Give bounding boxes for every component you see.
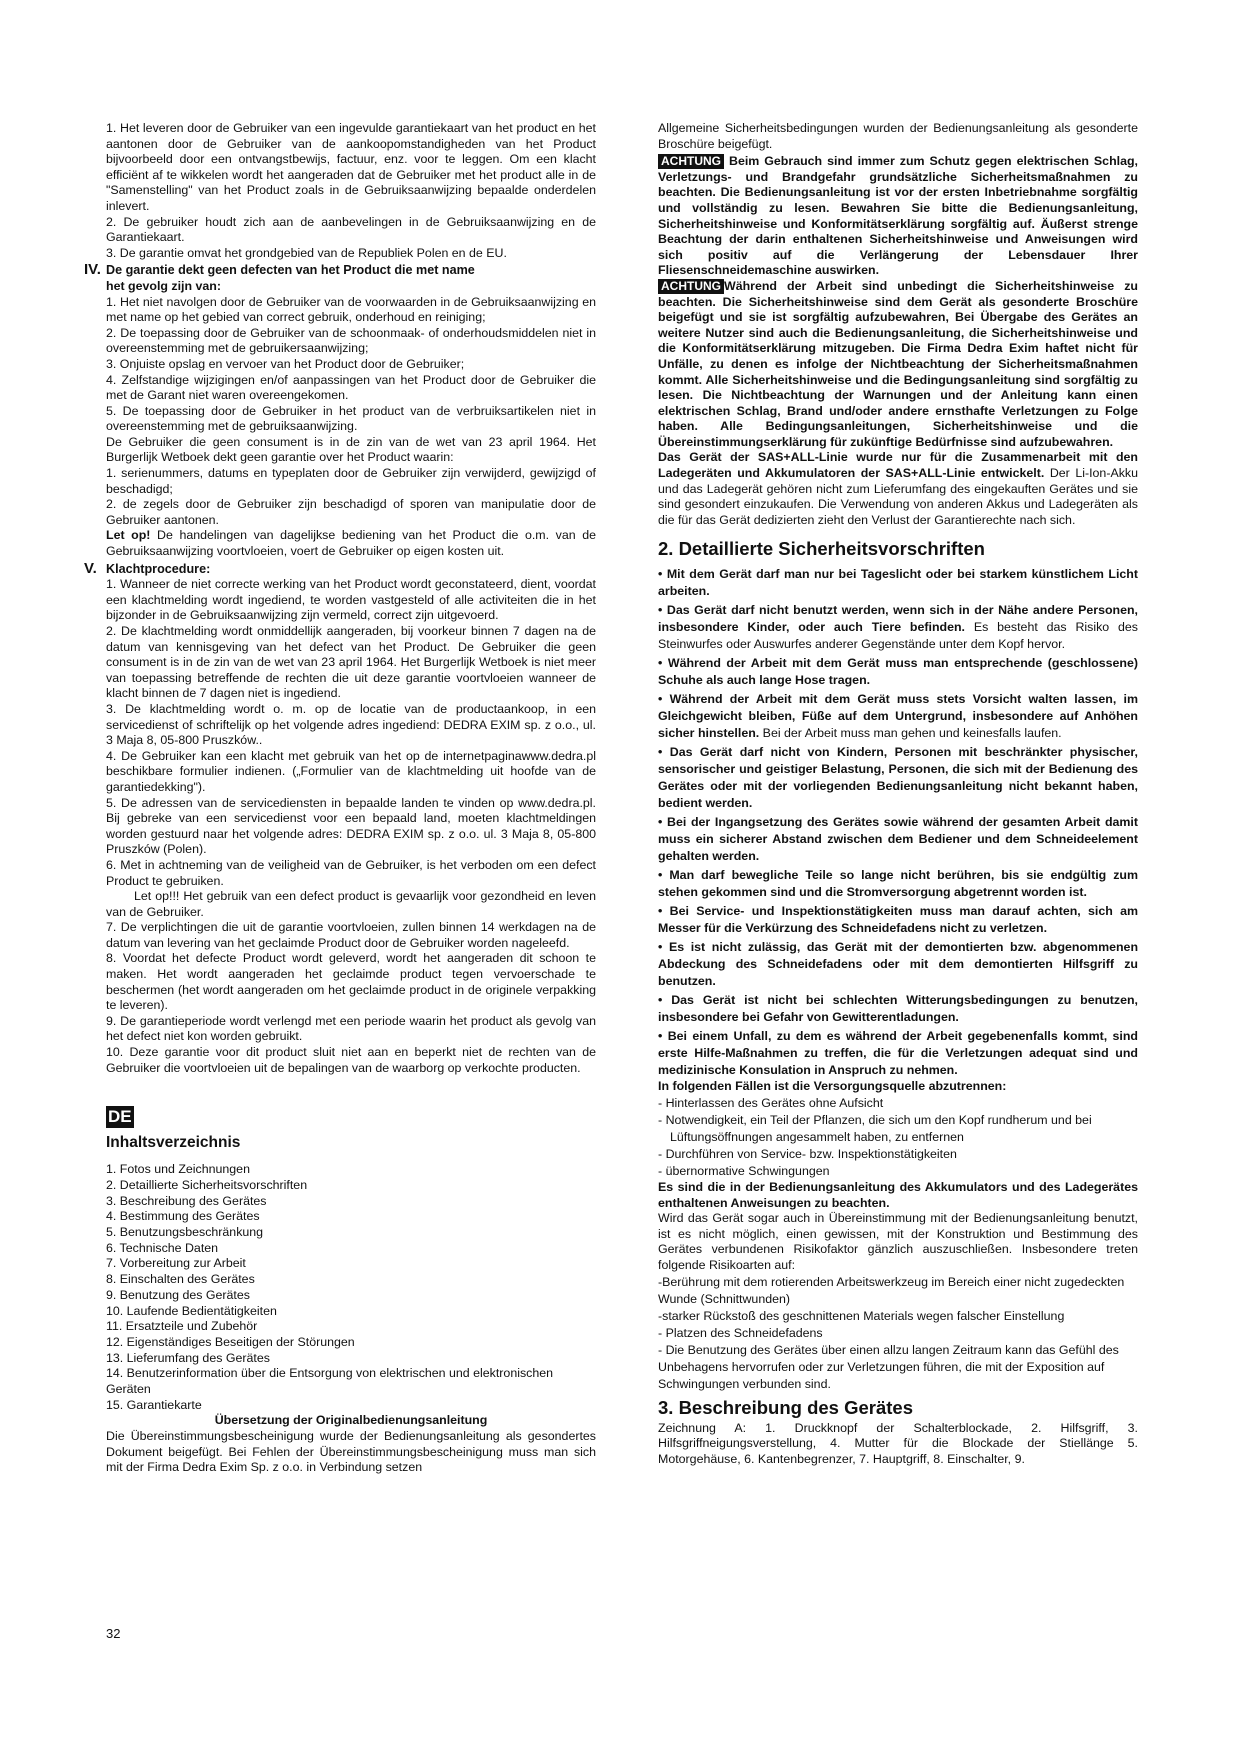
exclusion-item: 4. Zelfstandige wijzigingen en/of aanpassingen van het Product door de Gebruiker die met de Garant niet waren overeengekomen. <box>106 372 596 403</box>
toc-item: 6. Technische Daten <box>106 1240 219 1255</box>
disconnect-item: - Notwendigkeit, ein Teil der Pflanzen, die sich um den Kopf rundherum und bei Lüftungsöffnungen angesammelt haben, zu entfernen <box>658 1113 1092 1145</box>
warranty-item: 3. De garantie omvat het grondgebied van de Republiek Polen en de EU. <box>106 245 507 260</box>
warranty-item: 1. Het leveren door de Gebruiker van een ingevulde garantiekaart van het product en het aantonen door de Gebruiker van de aankoopomstandigheden van het Product bijvoorbeeld door een ontvangstbewijs, factuur, enz. voor te leggen. Om een klacht efficiënt af te wikkelen wordt het aangeraden dat de Gebruiker met het product alle in de "Samenstelling" van het Product zoals in de Gebruiksaanwijzing bepaalde onderdelen inlevert. <box>106 121 596 213</box>
toc-item: 2. Detaillierte Sicherheitsvorschriften <box>106 1177 308 1192</box>
complaint-item: 3. De klachtmelding wordt o. m. op de locatie van de productaankoop, in een servicedienst of schriftelijk op het volgende adres ingediend: DEDRA EXIM sp. z o.o., ul. 3 Maja 8, 05-800 Pruszków.. <box>106 701 596 748</box>
complaint-item: 2. De klachtmelding wordt onmiddellijk aangeraden, bij voorkeur binnen 7 dagen na de datum van kennisgeving van het defect van het Product. De Gebruiker die geen consument is in de zin van de wet van 23 april 1964. Het Burgerlijk Wetboek is niet meer van toepassing betreffende de rechten die uit deze garantie voortvloeien wanneer de klacht binnen de 7 dagen niet is ingediend. <box>106 624 596 701</box>
section-iv-title-line1: De garantie dekt geen defecten van het Product die met name <box>106 263 475 278</box>
language-badge-de: DE <box>108 1107 132 1127</box>
risk-text: Wird das Gerät sogar auch in Übereinstimmung mit der Bedienungsanleitung benutzt, ist es nicht möglich, einen gewissen, mit der Konstruktion und Bestimmung des Gerätes verbundenen Risikofaktor gänzlich auszuschließen. Insbesondere treten folgende Risikoarten auf: <box>658 1211 1138 1272</box>
section-iv-title-line2: het gevolg zijn van: <box>106 278 221 293</box>
toc-item: 1. Fotos und Zeichnungen <box>106 1162 250 1177</box>
section-heading-description: 3. Beschreibung des Gerätes <box>658 1396 913 1418</box>
complaint-item: 7. De verplichtingen die uit de garantie voortvloeien, zullen binnen 14 werkdagen na de datum van levering van het geclaimde Product door de Gebruiker worden nageleefd. <box>106 920 596 950</box>
left-column <box>84 121 597 1476</box>
table-of-contents <box>106 1162 596 1413</box>
toc-item: 13. Lieferumfang des Gerätes <box>106 1350 270 1365</box>
section-v-heading <box>84 561 596 578</box>
complaint-warning: Let op!!! Het gebruik van een defect product is gevaarlijk voor gezondheid en leven van de Gebruiker. <box>106 889 596 919</box>
sas-paragraph <box>658 450 1138 528</box>
complaint-item: 9. De garantieperiode wordt verlengd met een periode waarin het product als gevolg van het defect niet kon worden gebruikt. <box>106 1013 596 1044</box>
disconnect-title: In folgenden Fällen ist die Versorgungsquelle abzutrennen: <box>658 1079 1007 1094</box>
accu-note: Es sind die in der Bedienungsanleitung des Akkumulators und des Ladegerätes enthaltenen Anweisungen zu beachten. <box>658 1180 1138 1210</box>
exclusion-item: 1. Het niet navolgen door de Gebruiker van de voorwaarden in de Gebruiksaanwijzing en met name op het gebied van correct gebruik, onderhoud en reiniging; <box>106 294 596 325</box>
description-text: Zeichnung A: 1. Druckknopf der Schalterblockade, 2. Hilfsgriff, 3. Hilfsgriffneigungsverstellung, 4. Mutter für die Blockade der Stiellänge 5. Motorgehäuse, 6. Kantenbegrenzer, 7. Hauptgriff, 8. Einschalter, 9. <box>658 1420 1138 1466</box>
safety-bullet: • Während der Arbeit mit dem Gerät muss stets Vorsicht walten lassen, im Gleichgewicht bleiben, Füße auf dem Untergrund, insbesondere auf Anhöhen sicher hinstellen. Bei der Arbeit muss man gehen und keinesfalls laufen. <box>658 692 1138 741</box>
toc-item: 14. Benutzerinformation über die Entsorgung von elektrischen und elektronischen Geräten <box>106 1366 554 1397</box>
toc-item: 10. Laufende Bedientätigkeiten <box>106 1303 277 1318</box>
translation-title: Übersetzung der Originalbedienungsanleitung <box>214 1413 488 1428</box>
safety-bullet: • Bei einem Unfall, zu dem es während der Arbeit gegebenenfalls kommt, sind erste Hilfe-Maßnahmen zu treffen, die für die Verletzungen adequat sind und medizinische Konsulation in Anspruch zu nehmen. <box>658 1029 1138 1078</box>
warranty-item: 2. De gebruiker houdt zich aan de aanbevelingen in de Gebruiksaanwijzing en de Garantiekaart. <box>106 214 596 245</box>
sas-text: Der Li-Ion-Akku und das Ladegerät gehören nicht zum Lieferumfang des eingekauften Gerätes und sie sind gesondert einzukaufen. Die Verwendung von anderen Akkus und Ladegeräten als die für das Gerät dedizierten zieht den Verlust der Garantierechte nach sich. <box>658 466 1138 527</box>
section-heading-safety: 2. Detaillierte Sicherheitsvorschriften <box>658 538 985 560</box>
intro-text: Allgemeine Sicherheitsbedingungen wurden der Bedienungsanleitung als gesonderte Broschüre beigefügt. <box>658 121 1138 151</box>
achtung-paragraph-2 <box>658 279 1138 451</box>
toc-item: 7. Vorbereitung zur Arbeit <box>106 1256 246 1271</box>
complaint-item: 6. Met in achtneming van de veiligheid van de Gebruiker, is het verboden om een defect Product te gebruiken. <box>106 857 596 888</box>
section-iv-number: IV. <box>84 261 101 279</box>
safety-bullet: • Mit dem Gerät darf man nur bei Tageslicht oder bei starkem künstlichem Licht arbeiten. <box>658 567 1138 599</box>
section-v-title: Klachtprocedure: <box>106 561 211 576</box>
right-column <box>658 121 1138 1467</box>
achtung-text-1: Beim Gebrauch sind immer zum Schutz gegen elektrischen Schlag, Verletzungs- und Brandgefahr grundsätzliche Sicherheitsmaßnahmen zu beachten. Die Bedienungsanleitung ist vor der ersten Inbetriebnahme sorgfältig und vollständig zu lesen. Bewahren Sie bitte die Bedienungsanleitung, Sicherheitshinweise und Konformitätserklärung sorgfältig auf. Äußerst strenge Beachtung der darin enthaltenen Sicherheitshinweise und Anweisungen wird sich positiv auf die Verlängerung der Lebensdauer Ihrer Fliesenschneidemaschine auswirken. <box>658 154 1138 278</box>
toc-item: 12. Eigenständiges Beseitigen der Störungen <box>106 1334 355 1349</box>
exclusion-item: 3. Onjuiste opslag en vervoer van het Product door de Gebruiker; <box>106 356 465 371</box>
toc-item: 3. Beschreibung des Gerätes <box>106 1193 267 1208</box>
safety-bullet: • Während der Arbeit mit dem Gerät muss man entsprechende (geschlossene) Schuhe als auch lange Hose tragen. <box>658 656 1139 688</box>
safety-bullet: • Bei der Ingangsetzung des Gerätes sowie während der gesamten Arbeit damit muss ein sicherer Abstand zwischen dem Bediener und dem Schneideelement gehalten werden. <box>658 815 1138 864</box>
risk-item: -starker Rückstoß des geschnittenen Materials wegen falscher Einstellung <box>658 1308 1065 1323</box>
disconnect-item: - Durchführen von Service- bzw. Inspektionstätigkeiten <box>658 1147 957 1162</box>
risk-item: -Berührung mit dem rotierenden Arbeitswerkzeug im Bereich einer nicht zugedeckten Wunde (Schnittwunden) <box>658 1274 1125 1306</box>
safety-bullet: • Es ist nicht zulässig, das Gerät mit der demontierten bzw. abgenommenen Abdeckung des Schneidefadens oder mit dem demontierten Hilfsgriff zu benutzen. <box>658 940 1139 989</box>
toc-title: Inhaltsverzeichnis <box>106 1134 241 1152</box>
safety-bullet: • Bei Service- und Inspektionstätigkeiten muss man darauf achten, sich am Messer für die Verkürzung des Schneidefadens nicht zu verletzen. <box>658 904 1138 936</box>
safety-bullet: • Das Gerät darf nicht benutzt werden, wenn sich in der Nähe andere Personen, insbesondere Kinder, oder auch Tiere befinden. Es besteht das Risiko des Steinwurfes oder Auswurfes anderer Gegenstände unter dem Kopf hervor. <box>658 603 1139 652</box>
risk-item: - Platzen des Schneidefadens <box>658 1325 823 1340</box>
translation-text: Die Übereinstimmungsbescheinigung wurde der Bedienungsanleitung als gesondertes Dokument beigefügt. Bei Fehlen der Übereinstimmungsbescheinigung muss man sich mit der Firma Dedra Exim Sp. z o.o. in Verbindung setzen <box>106 1429 596 1475</box>
complaint-item: 1. Wanneer de niet correcte werking van het Product wordt geconstateerd, dient, voordat een klachtmelding wordt ingediend, te worden vastgesteld of alle activiteiten die in het bijzonder in de Gebruiksaanwijzing zijn vermeld, correct zijn uitgevoerd. <box>106 577 596 623</box>
section-v-number: V. <box>84 559 97 577</box>
exclusion-item: 2. De toepassing door de Gebruiker van de schoonmaak- of onderhoudsmiddelen niet in overeenstemming met de gebruikersaanwijzing; <box>106 325 596 356</box>
sas-bold: Das Gerät der SAS+ALL-Linie wurde nur für die Zusammenarbeit mit den Ladegeräten und Akkumulatoren der SAS+ALL-Linie entwickelt. <box>658 450 1138 481</box>
let-op-text: De handelingen van dagelijkse bediening van het Product die o.m. van de Gebruiksaanwijzing voortvloeien, voert de Gebruiker op eigen kosten uit. <box>106 528 597 559</box>
let-op-label: Let op! <box>106 528 151 543</box>
toc-item: 5. Benutzungsbeschränkung <box>106 1225 264 1240</box>
let-op-paragraph <box>106 528 596 559</box>
section-iv-heading <box>84 262 596 279</box>
safety-bullet: • Das Gerät ist nicht bei schlechten Witterungsbedingungen zu benutzen, insbesondere bei Gefahr von Gewitterentladungen. <box>658 993 1138 1025</box>
toc-item: 15. Garantiekarte <box>106 1397 202 1412</box>
exclusion-item: 2. de zegels door de Gebruiker zijn beschadigd of sporen van manipulatie door de Gebruiker aantonen. <box>106 497 596 527</box>
toc-item: 4. Bestimmung des Gerätes <box>106 1209 260 1224</box>
complaint-item: 10. Deze garantie voor dit product sluit niet aan en beperkt niet de rechten van de Gebruiker die voortvloeien uit de bepalingen van de waarborg op verkochte producten. <box>106 1045 596 1075</box>
toc-item: 11. Ersatzteile und Zubehör <box>106 1319 258 1334</box>
complaint-item: 4. De Gebruiker kan een klacht met gebruik van het op de internetpaginawww.dedra.pl beschikbare formulier indienen. („Formulier van de klachtmelding uit hoofde van de garantiedekking"). <box>106 748 596 794</box>
complaint-item: 8. Voordat het defecte Product wordt geleverd, wordt het aangeraden dit schoon te maken. Het wordt aangeraden het geclaimde product tegen vervoerschade te beschermen (het wordt aangeraden om het geclaimde product in de originele verpakking te leveren). <box>106 951 596 1013</box>
exclusion-item: 1. serienummers, datums en typeplaten door de Gebruiker zijn verwijderd, gewijzigd of beschadigd; <box>106 466 596 496</box>
exclusion-item: 5. De toepassing door de Gebruiker in het product van de verbruiksartikelen niet in overeenstemming met de gebruiksaanwijzing. <box>106 403 596 434</box>
achtung-badge: ACHTUNG <box>658 154 724 169</box>
exclusion-note: De Gebruiker die geen consument is in de zin van de wet van 23 april 1964. Het Burgerlijk Wetboek dekt geen garantie over het Product waarin: <box>106 434 596 465</box>
toc-item: 9. Benutzung des Gerätes <box>106 1287 250 1302</box>
achtung-paragraph-1 <box>658 154 1138 279</box>
risk-item: - Die Benutzung des Gerätes über einen allzu langen Zeitraum kann das Gefühl des Unbehagens hervorrufen oder zur Verletzungen führen, die mit der Exposition auf Schwingungen verbunden sind. <box>658 1342 1119 1391</box>
complaint-item: 5. De adressen van de servicediensten in bepaalde landen te vinden op www.dedra.pl. Bij gebreke van een servicedienst voor een bepaald land, moeten klachtmeldingen worden gestuurd naar het volgende adres: DEDRA EXIM sp. z o.o. ul. 3 Maja 8, 05-800 Pruszków (Polen). <box>106 795 596 857</box>
safety-bullets <box>658 566 1138 1079</box>
safety-bullet: • Das Gerät darf nicht von Kindern, Personen mit beschränkter physischer, sensorischer und geistiger Belastung, Personen, die sich mit der Bedienung des Gerätes oder mit der vorliegenden Bedienungsanleitung nicht bekannt haben, bedient werden. <box>658 745 1138 811</box>
safety-bullet: • Man darf bewegliche Teile so lange nicht berühren, bis sie endgültig zum stehen gekommen sind und die Stromversorgung abgetrennt worden ist. <box>658 868 1139 900</box>
disconnect-item: - übernormative Schwingungen <box>658 1164 830 1179</box>
toc-item: 8. Einschalten des Gerätes <box>106 1272 255 1287</box>
disconnect-item: - Hinterlassen des Gerätes ohne Aufsicht <box>658 1096 884 1111</box>
achtung-text-2: Während der Arbeit sind unbedingt die Sicherheitshinweise zu beachten. Die Sicherheitshinweise sind dem Gerät als gesonderte Broschüre beigefügt und sie ist sorgfältig aufzubewahren, Bei Übergabe des Gerätes an weitere Nutzer sind auch die Bedienungsanleitung, die Sicherheitshinweise und die Konformitätserklärung mitzugeben. Die Firma Dedra Exim haftet nicht für Unfälle, zu denen es infolge der Nichtbeachtung der Sicherheitsmaßnahmen kommt. Alle Sicherheitshinweise und die Bedingungsanleitung sind sorgfältig zu lesen. Die Nichtbeachtung der Warnungen und der Anleitung kann einen elektrischen Schlag, Brand und/oder andere ernsthafte Verletzungen zu Folge haben. Alle Bedingungsanleitungen, Sicherheitshinweise und die Übereinstimmungserklärung für zukünftige Bedürfnisse sind aufzubewahren. <box>658 278 1138 449</box>
page-number: 32 <box>106 1626 121 1641</box>
achtung-badge: ACHTUNG <box>658 279 724 294</box>
